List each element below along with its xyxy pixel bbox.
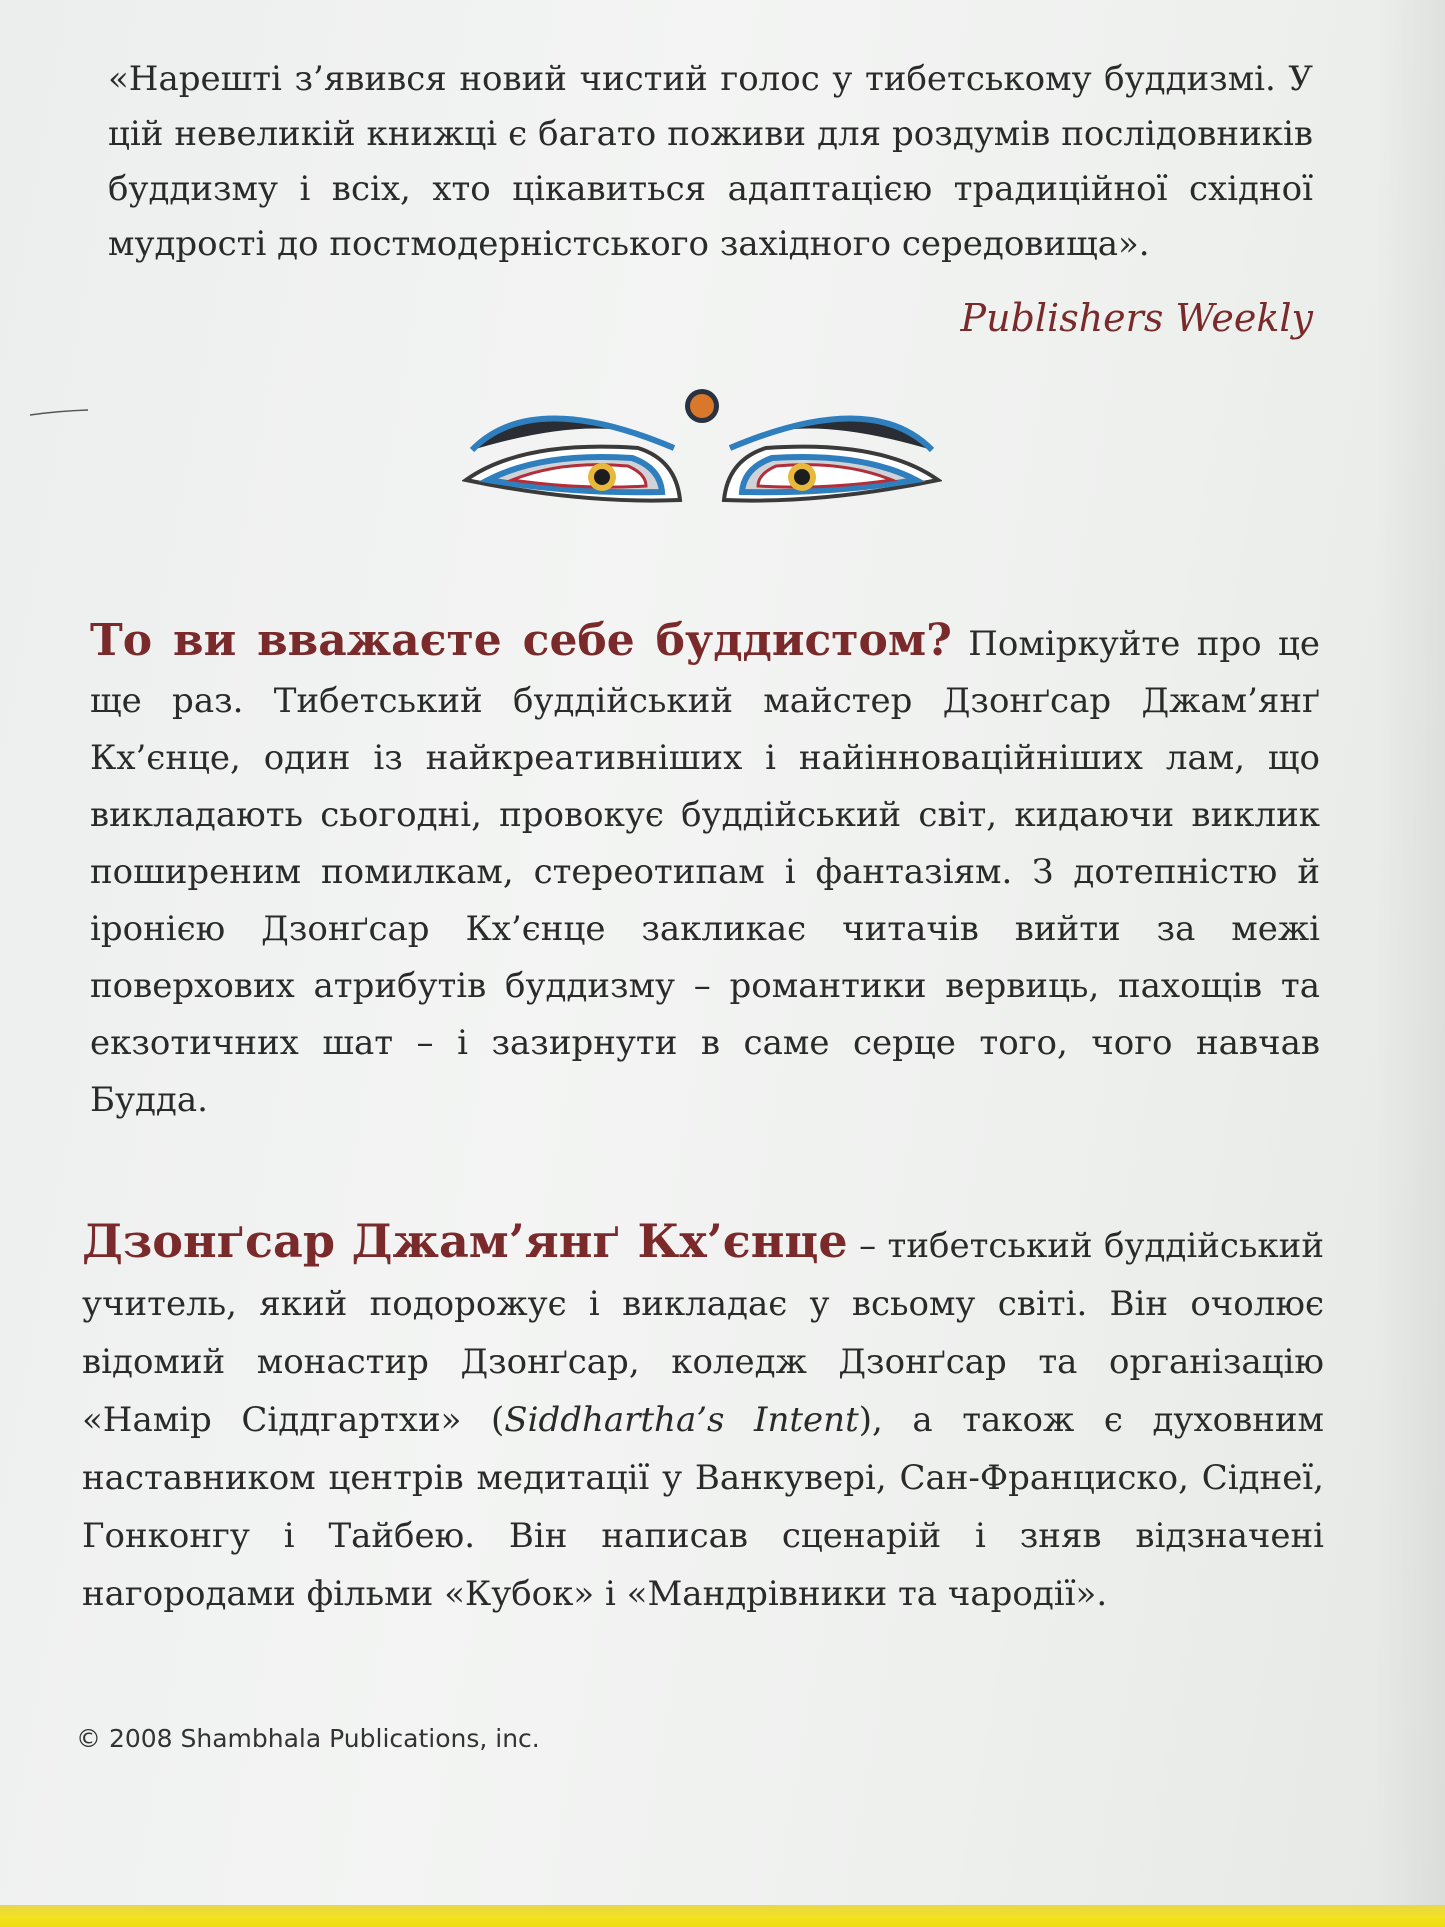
review-quote: «Нарешті з’явився новий чистий голос у тибетському буддизмі. У цій невеликій книжці є багато поживи для роздумів послідовників буддизму і всіх, хто цікавиться адаптацією традиційної східної мудрості до постмодерністського західного середовища». — [108, 59, 1313, 264]
book-blurb — [90, 612, 1320, 1129]
bio-text-part-2: ), а також є духовним наставником центрів медитації у Ванкувері, Сан-Франциско, Сіднеї, Гонконгу і Тайбею. Він написав сценарій і зняв відзначені нагородами фільми «Кубок» і «Мандрівники та чародії». — [82, 1400, 1324, 1614]
pen-mark — [28, 408, 90, 418]
quote-source: Publishers Weekly — [960, 296, 1313, 340]
blurb-lead: То ви вважаєте себе буддистом? — [90, 615, 952, 666]
author-bio — [82, 1212, 1324, 1623]
bio-text-part-1: – тибетський буддійський учитель, який подорожує і викладає у всьому світі. Він очолює відомий монастир Дзонґсар, коледж Дзонґсар та організацію «Намір Сіддгартхи» ( — [82, 1226, 1324, 1440]
bio-org-english: Siddhartha’s Intent — [504, 1400, 859, 1440]
right-eye-icon — [724, 447, 938, 501]
author-name: Дзонґсар Джам’янґ Кх’єнце — [82, 1214, 848, 1268]
buddha-eyes-icon — [462, 380, 942, 520]
page-shadow — [1375, 0, 1445, 1927]
book-spine-edge — [0, 1905, 1445, 1927]
copyright-notice: © 2008 Shambhala Publications, inc. — [76, 1724, 540, 1753]
blurb-body: Поміркуйте про це ще раз. Тибетський буддійський майстер Дзонґсар Джам’янґ Кх’єнце, один із найкреативніших і найінноваційніших лам, що викладають сьогодні, провокує буддійський світ, кидаючи виклик поширеним помилкам, стереотипам і фантазіям. З дотепністю й іронією Дзонґсар Кх’єнце закликає читачів вийти за межі поверхових атрибутів буддизму – романтики вервиць, пахощів та екзотичних шат – і зазирнути в саме серце того, чого навчав Будда. — [90, 624, 1321, 1120]
left-eye-icon — [466, 447, 680, 501]
